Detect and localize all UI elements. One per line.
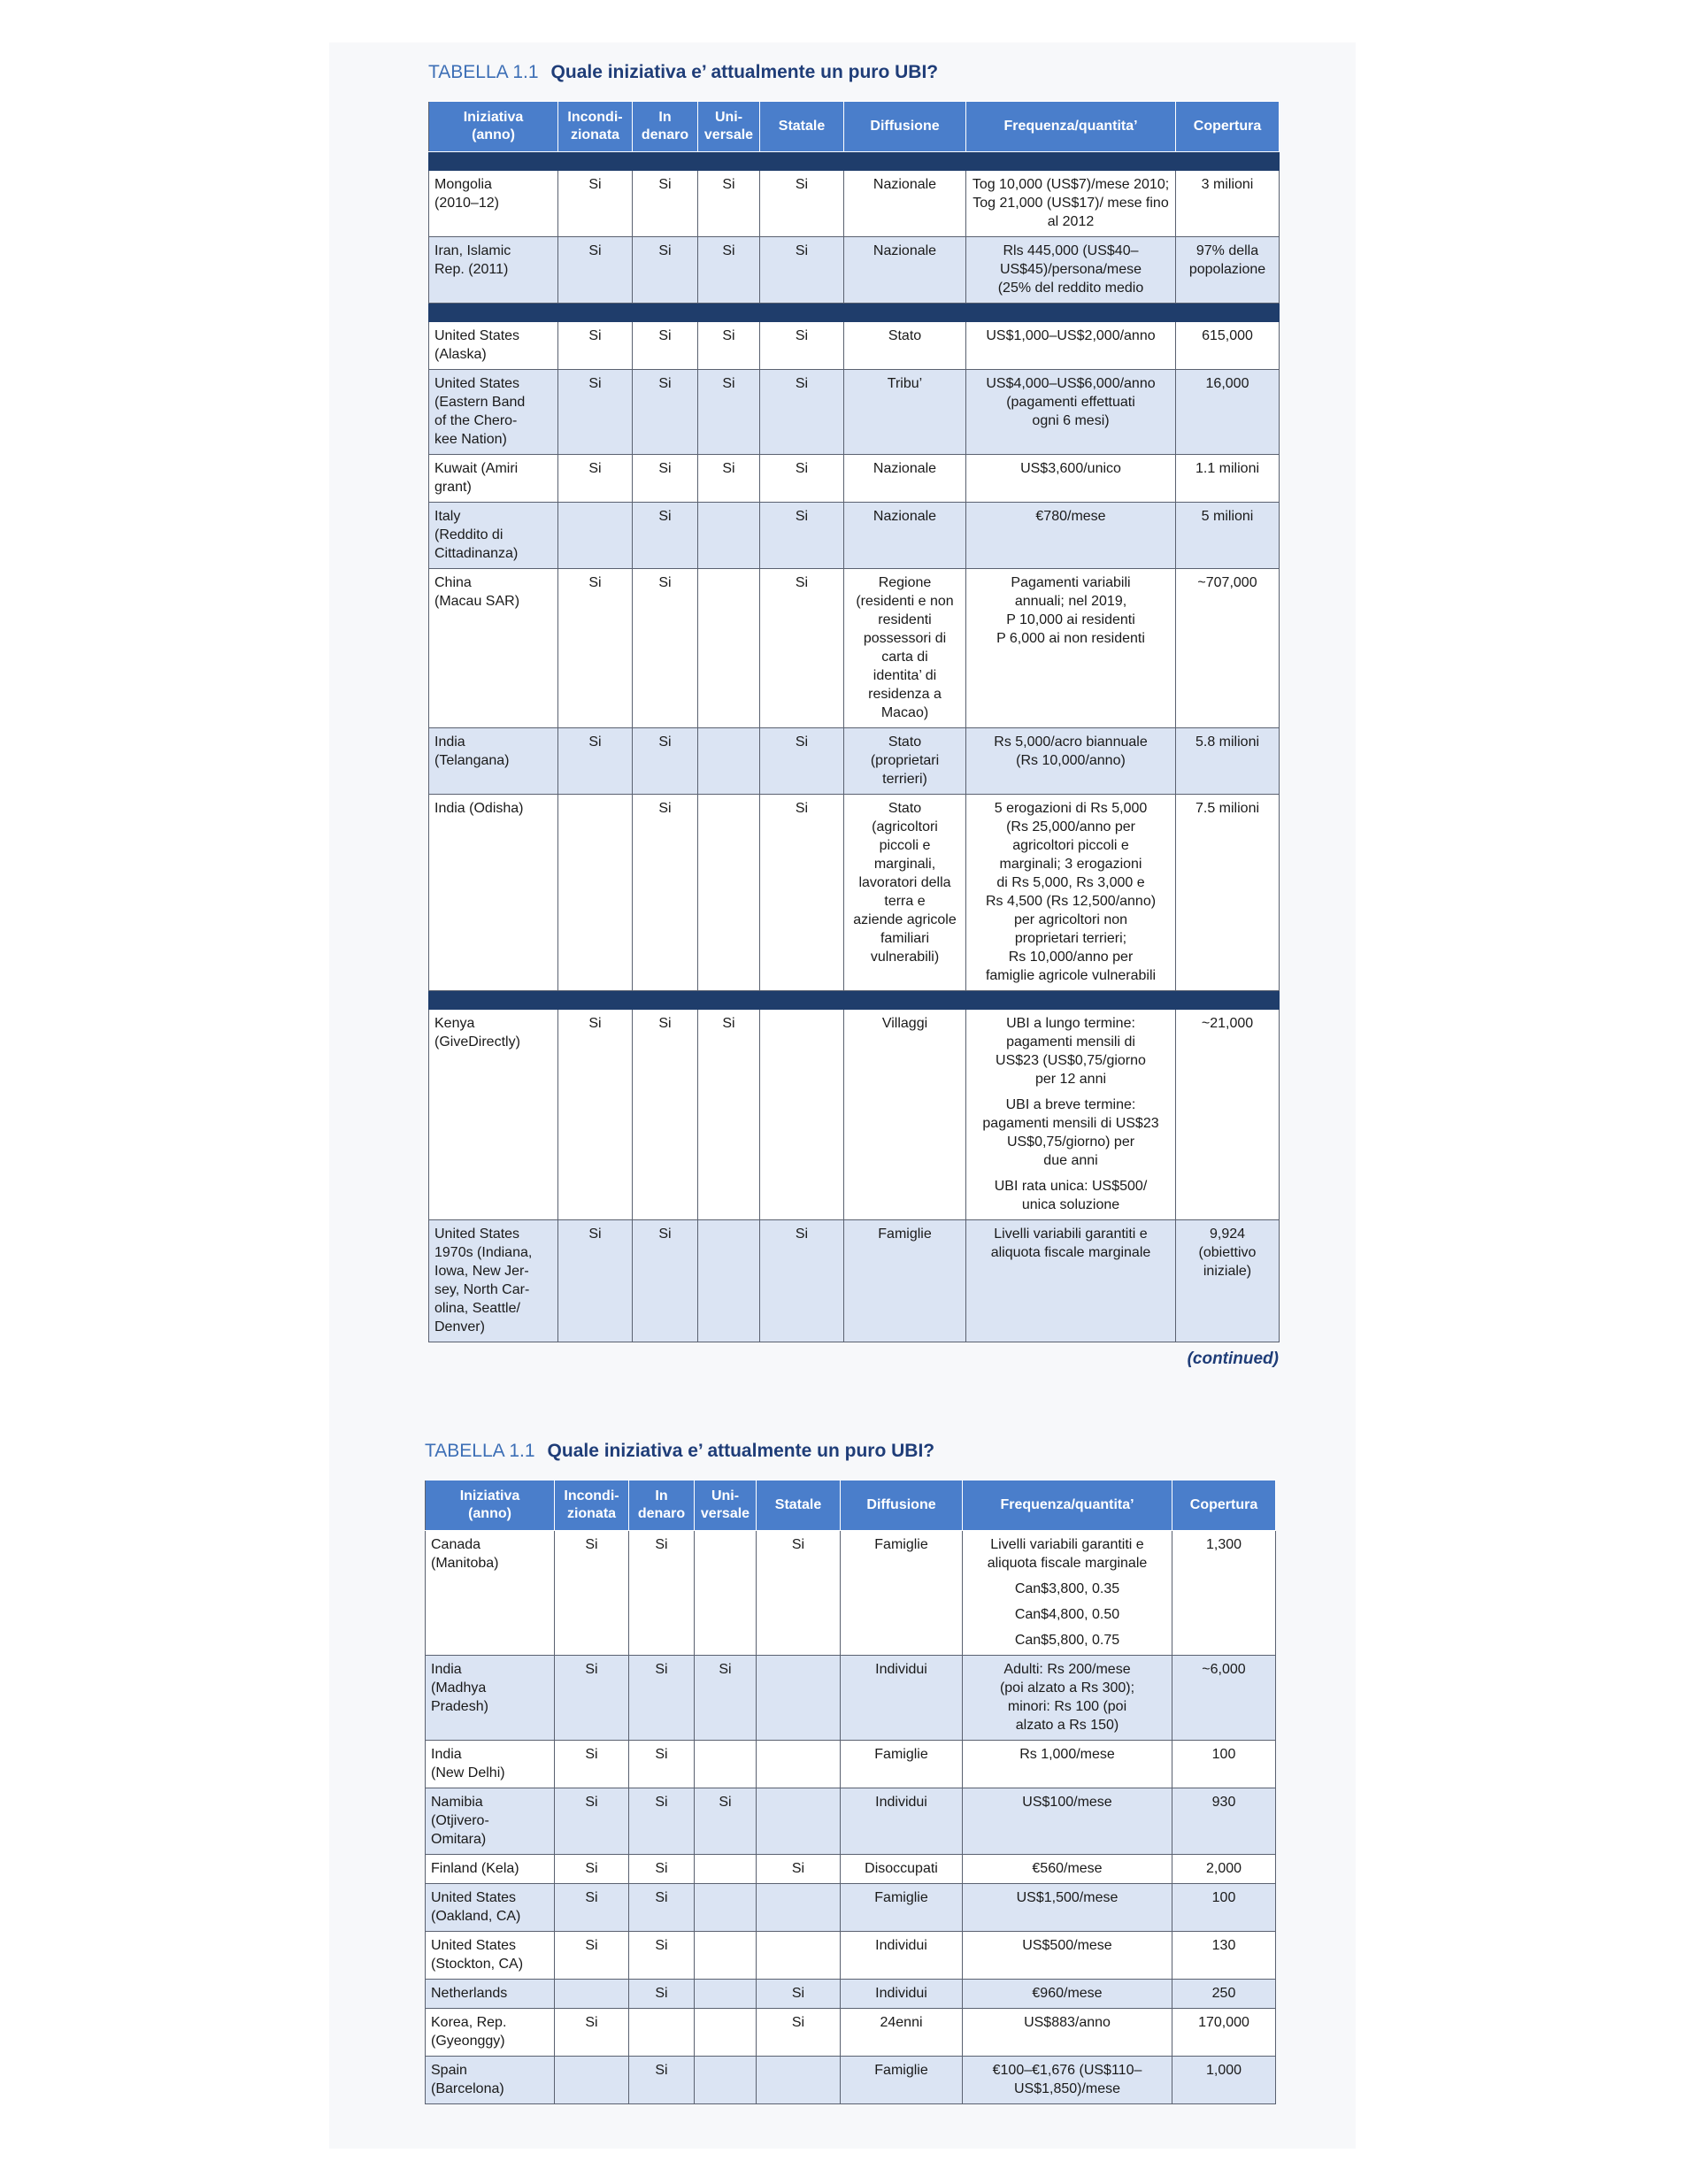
cell-diffusione: Individui: [841, 1932, 963, 1980]
frequency-text: US$1,500/mese: [1016, 1890, 1119, 1905]
cell-statale: Si: [757, 1531, 841, 1656]
table-1: [428, 62, 1279, 1369]
cell-incondizionata: Si: [555, 2009, 629, 2057]
table-row: [426, 1884, 1276, 1932]
cell-iniziativa: Spain (Barcelona): [426, 2057, 555, 2104]
cell-universale: [695, 1932, 757, 1980]
cell-diffusione: Nazionale: [844, 237, 966, 304]
table-caption: [425, 1441, 1275, 1471]
cell-copertura: 2,000: [1172, 1855, 1276, 1884]
col-header-copertura: Copertura: [1176, 102, 1280, 152]
cell-in-denaro: Si: [629, 1788, 695, 1855]
cell-incondizionata: Si: [555, 1932, 629, 1980]
cell-incondizionata: Si: [558, 728, 633, 795]
cell-universale: [695, 1531, 757, 1656]
cell-iniziativa: Netherlands: [426, 1980, 555, 2009]
cell-frequenza-quantita: [966, 171, 1176, 237]
cell-copertura: ~21,000: [1176, 1010, 1280, 1220]
table-row: [426, 1531, 1276, 1656]
section-divider: [429, 991, 1280, 1010]
frequency-text: US$500/mese: [1022, 1938, 1112, 1953]
section-divider-bar: [429, 991, 1280, 1010]
table-row: [429, 171, 1280, 237]
frequency-text: Livelli variabili garantiti e aliquota fiscale marginale: [987, 1537, 1148, 1571]
cell-universale: Si: [698, 455, 760, 503]
frequency-text: Tog 10,000 (US$7)/mese 2010; Tog 21,000 (US$17)/ mese fino al 2012: [972, 177, 1170, 229]
cell-iniziativa: India (Telangana): [429, 728, 558, 795]
cell-in-denaro: Si: [633, 237, 698, 304]
cell-statale: [760, 1010, 844, 1220]
cell-copertura: 5.8 milioni: [1176, 728, 1280, 795]
table-row: [426, 2057, 1276, 2104]
cell-statale: Si: [757, 1855, 841, 1884]
cell-universale: [695, 2009, 757, 2057]
frequency-text: Livelli variabili garantiti e aliquota fiscale marginale: [990, 1227, 1151, 1260]
cell-diffusione: Regione (residenti e non residenti possessori di carta di identita’ di residenza a Macao): [844, 569, 966, 728]
cell-universale: Si: [698, 322, 760, 370]
cell-in-denaro: Si: [629, 1855, 695, 1884]
cell-in-denaro: Si: [633, 455, 698, 503]
cell-frequenza-quantita: [963, 1855, 1172, 1884]
continued-note: (continued): [1187, 1350, 1279, 1368]
table-caption: [428, 62, 1279, 92]
cell-in-denaro: Si: [633, 370, 698, 455]
cell-statale: [757, 1932, 841, 1980]
cell-frequenza-quantita: [966, 237, 1176, 304]
cell-in-denaro: Si: [629, 1884, 695, 1932]
cell-statale: Si: [757, 1980, 841, 2009]
table-row: [429, 795, 1280, 991]
cell-iniziativa: Kuwait (Amiri grant): [429, 455, 558, 503]
frequency-text: Rs 1,000/mese: [1019, 1747, 1115, 1762]
cell-in-denaro: Si: [633, 1010, 698, 1220]
table-number: TABELLA 1.1: [425, 1441, 535, 1461]
cell-copertura: ~6,000: [1172, 1656, 1276, 1741]
frequency-text: Pagamenti variabili annuali; nel 2019, P 10,000 ai residenti P 6,000 ai non residenti: [996, 575, 1145, 646]
cell-iniziativa: United States (Alaska): [429, 322, 558, 370]
cell-iniziativa: India (Odisha): [429, 795, 558, 991]
cell-frequenza-quantita: [963, 1741, 1172, 1788]
cell-statale: Si: [760, 370, 844, 455]
table-row: [429, 569, 1280, 728]
cell-frequenza-quantita: [966, 1220, 1176, 1342]
cell-universale: Si: [695, 1656, 757, 1741]
frequency-text: UBI a breve termine: pagamenti mensili di US$23 US$0,75/giorno) per due anni: [982, 1097, 1159, 1168]
frequency-text: Adulti: Rs 200/mese (poi alzato a Rs 300); minori: Rs 100 (poi alzato a Rs 150): [999, 1662, 1135, 1733]
cell-diffusione: Famiglie: [841, 1741, 963, 1788]
cell-copertura: ~707,000: [1176, 569, 1280, 728]
cell-iniziativa: Namibia (Otjivero- Omitara): [426, 1788, 555, 1855]
cell-diffusione: Villaggi: [844, 1010, 966, 1220]
cell-frequenza-quantita: [963, 1788, 1172, 1855]
table-2: [425, 1441, 1275, 2104]
cell-copertura: 615,000: [1176, 322, 1280, 370]
cell-incondizionata: Si: [558, 455, 633, 503]
cell-copertura: 930: [1172, 1788, 1276, 1855]
cell-copertura: 5 milioni: [1176, 503, 1280, 569]
cell-copertura: 1,000: [1172, 2057, 1276, 2104]
cell-in-denaro: Si: [629, 2057, 695, 2104]
cell-universale: Si: [698, 1010, 760, 1220]
frequency-text: €560/mese: [1032, 1861, 1103, 1876]
cell-iniziativa: Mongolia (2010–12): [429, 171, 558, 237]
cell-incondizionata: Si: [558, 370, 633, 455]
cell-incondizionata: [558, 795, 633, 991]
table-row: [426, 2009, 1276, 2057]
cell-iniziativa: United States 1970s (Indiana, Iowa, New Jer- sey, North Car- olina, Seattle/ Denver): [429, 1220, 558, 1342]
cell-iniziativa: Kenya (GiveDirectly): [429, 1010, 558, 1220]
cell-universale: [698, 503, 760, 569]
cell-frequenza-quantita: [963, 2057, 1172, 2104]
table-body: [426, 1531, 1276, 2104]
cell-diffusione: Famiglie: [841, 1884, 963, 1932]
frequency-text: Rs 5,000/acro biannuale (Rs 10,000/anno): [994, 734, 1148, 768]
cell-statale: Si: [760, 455, 844, 503]
cell-statale: Si: [760, 795, 844, 991]
col-header-in-denaro: In denaro: [633, 102, 698, 152]
cell-universale: Si: [698, 171, 760, 237]
cell-incondizionata: Si: [555, 1788, 629, 1855]
frequency-text: UBI a lungo termine: pagamenti mensili di US$23 (US$0,75/giorno per 12 anni: [996, 1016, 1146, 1087]
frequency-text: UBI rata unica: US$500/ unica soluzione: [994, 1179, 1148, 1212]
cell-copertura: 3 milioni: [1176, 171, 1280, 237]
cell-incondizionata: Si: [558, 569, 633, 728]
cell-universale: [695, 1855, 757, 1884]
cell-incondizionata: Si: [555, 1855, 629, 1884]
cell-in-denaro: Si: [633, 569, 698, 728]
cell-iniziativa: Italy (Reddito di Cittadinanza): [429, 503, 558, 569]
cell-statale: Si: [760, 322, 844, 370]
cell-diffusione: Nazionale: [844, 503, 966, 569]
cell-universale: [698, 1220, 760, 1342]
cell-diffusione: Tribu’: [844, 370, 966, 455]
cell-statale: Si: [760, 237, 844, 304]
cell-universale: [698, 795, 760, 991]
cell-universale: [695, 2057, 757, 2104]
frequency-text: Can$4,800, 0.50: [1014, 1607, 1120, 1622]
cell-incondizionata: Si: [555, 1741, 629, 1788]
header-row: [429, 102, 1280, 152]
cell-incondizionata: Si: [558, 322, 633, 370]
cell-diffusione: Stato (proprietari terrieri): [844, 728, 966, 795]
table-row: [429, 322, 1280, 370]
cell-universale: Si: [698, 370, 760, 455]
cell-diffusione: Individui: [841, 1788, 963, 1855]
table-row: [426, 1855, 1276, 1884]
cell-diffusione: Famiglie: [844, 1220, 966, 1342]
cell-frequenza-quantita: [963, 1656, 1172, 1741]
table-row: [429, 1220, 1280, 1342]
cell-in-denaro: Si: [633, 728, 698, 795]
table-row: [426, 1741, 1276, 1788]
cell-frequenza-quantita: [963, 1932, 1172, 1980]
frequency-text: US$883/anno: [1024, 2015, 1111, 2030]
section-divider: [429, 304, 1280, 322]
cell-frequenza-quantita: [963, 2009, 1172, 2057]
cell-incondizionata: [555, 2057, 629, 2104]
cell-in-denaro: Si: [633, 795, 698, 991]
cell-statale: [757, 1656, 841, 1741]
cell-diffusione: Stato (agricoltori piccoli e marginali, lavoratori della terra e aziende agricole familiari vulnerabili): [844, 795, 966, 991]
cell-diffusione: Individui: [841, 1656, 963, 1741]
cell-frequenza-quantita: [966, 322, 1176, 370]
col-header-statale: Statale: [757, 1480, 841, 1531]
cell-in-denaro: Si: [629, 1656, 695, 1741]
cell-universale: Si: [695, 1788, 757, 1855]
cell-copertura: 9,924 (obiettivo iniziale): [1176, 1220, 1280, 1342]
table-row: [429, 237, 1280, 304]
cell-in-denaro: Si: [633, 322, 698, 370]
col-header-frequenza-quantita: Frequenza/quantita’: [966, 102, 1176, 152]
cell-copertura: 1,300: [1172, 1531, 1276, 1656]
cell-incondizionata: Si: [558, 237, 633, 304]
cell-diffusione: Famiglie: [841, 2057, 963, 2104]
cell-incondizionata: Si: [555, 1884, 629, 1932]
cell-frequenza-quantita: [966, 728, 1176, 795]
col-header-incondizionata: Incondi- zionata: [555, 1480, 629, 1531]
ubi-table: [428, 101, 1280, 1342]
cell-frequenza-quantita: [966, 569, 1176, 728]
cell-diffusione: Nazionale: [844, 171, 966, 237]
cell-in-denaro: Si: [633, 1220, 698, 1342]
cell-frequenza-quantita: [966, 1010, 1176, 1220]
cell-frequenza-quantita: [963, 1980, 1172, 2009]
cell-incondizionata: Si: [555, 1531, 629, 1656]
cell-universale: [698, 728, 760, 795]
cell-statale: Si: [760, 171, 844, 237]
cell-diffusione: Stato: [844, 322, 966, 370]
cell-in-denaro: Si: [629, 1531, 695, 1656]
table-row: [426, 1932, 1276, 1980]
ubi-table: [425, 1480, 1276, 2104]
cell-copertura: 250: [1172, 1980, 1276, 2009]
col-header-in-denaro: In denaro: [629, 1480, 695, 1531]
table-row: [429, 728, 1280, 795]
cell-universale: [695, 1741, 757, 1788]
cell-in-denaro: Si: [629, 1980, 695, 2009]
frequency-text: €100–€1,676 (US$110– US$1,850)/mese: [992, 2063, 1142, 2096]
cell-iniziativa: United States (Eastern Band of the Chero- kee Nation): [429, 370, 558, 455]
frequency-text: US$4,000–US$6,000/anno (pagamenti effettuati ogni 6 mesi): [986, 376, 1156, 428]
cell-frequenza-quantita: [963, 1531, 1172, 1656]
cell-incondizionata: Si: [558, 1010, 633, 1220]
cell-statale: [757, 1788, 841, 1855]
cell-copertura: 97% della popolazione: [1176, 237, 1280, 304]
cell-statale: Si: [760, 503, 844, 569]
cell-statale: [757, 1741, 841, 1788]
cell-copertura: 170,000: [1172, 2009, 1276, 2057]
cell-in-denaro: [629, 2009, 695, 2057]
cell-statale: Si: [760, 569, 844, 728]
cell-statale: Si: [760, 728, 844, 795]
cell-statale: [757, 1884, 841, 1932]
frequency-text: €780/mese: [1035, 509, 1106, 524]
table-title: Quale iniziativa e’ attualmente un puro UBI?: [550, 62, 939, 82]
cell-copertura: 100: [1172, 1884, 1276, 1932]
cell-diffusione: Individui: [841, 1980, 963, 2009]
section-divider-bar: [429, 152, 1280, 171]
cell-diffusione: Nazionale: [844, 455, 966, 503]
col-header-incondizionata: Incondi- zionata: [558, 102, 633, 152]
col-header-universale: Uni- versale: [698, 102, 760, 152]
cell-diffusione: Famiglie: [841, 1531, 963, 1656]
cell-frequenza-quantita: [966, 795, 1176, 991]
cell-in-denaro: Si: [633, 503, 698, 569]
col-header-frequenza-quantita: Frequenza/quantita’: [963, 1480, 1172, 1531]
section-divider: [429, 152, 1280, 171]
header-row: [426, 1480, 1276, 1531]
col-header-iniziativa: Iniziativa (anno): [429, 102, 558, 152]
cell-frequenza-quantita: [963, 1884, 1172, 1932]
table-row: [426, 1656, 1276, 1741]
cell-incondizionata: [555, 1980, 629, 2009]
table-body: [429, 152, 1280, 1342]
cell-statale: [757, 2057, 841, 2104]
table-row: [429, 503, 1280, 569]
frequency-text: Can$3,800, 0.35: [1014, 1581, 1120, 1596]
cell-diffusione: 24enni: [841, 2009, 963, 2057]
section-divider-bar: [429, 304, 1280, 322]
cell-incondizionata: Si: [558, 1220, 633, 1342]
table-row: [429, 455, 1280, 503]
cell-copertura: 100: [1172, 1741, 1276, 1788]
frequency-text: US$100/mese: [1022, 1795, 1112, 1810]
col-header-statale: Statale: [760, 102, 844, 152]
col-header-iniziativa: Iniziativa (anno): [426, 1480, 555, 1531]
table-row: [429, 1010, 1280, 1220]
cell-iniziativa: Korea, Rep. (Gyeonggy): [426, 2009, 555, 2057]
cell-iniziativa: United States (Oakland, CA): [426, 1884, 555, 1932]
cell-copertura: 16,000: [1176, 370, 1280, 455]
cell-iniziativa: China (Macau SAR): [429, 569, 558, 728]
cell-iniziativa: India (Madhya Pradesh): [426, 1656, 555, 1741]
frequency-text: Can$5,800, 0.75: [1014, 1633, 1120, 1648]
table-number: TABELLA 1.1: [428, 62, 539, 82]
cell-frequenza-quantita: [966, 455, 1176, 503]
cell-iniziativa: Iran, Islamic Rep. (2011): [429, 237, 558, 304]
frequency-text: 5 erogazioni di Rs 5,000 (Rs 25,000/anno per agricoltori piccoli e marginali; 3 erogazioni di Rs 5,000, Rs 3,000 e Rs 4,500 (Rs 12,500/anno) per agricoltori non proprietari terrieri; Rs 10,000/anno per famiglie agricole vulnerabili: [985, 801, 1157, 983]
table-row: [426, 1980, 1276, 2009]
cell-incondizionata: Si: [555, 1656, 629, 1741]
cell-universale: Si: [698, 237, 760, 304]
col-header-universale: Uni- versale: [695, 1480, 757, 1531]
cell-incondizionata: [558, 503, 633, 569]
cell-statale: Si: [760, 1220, 844, 1342]
table-row: [426, 1788, 1276, 1855]
cell-copertura: 7.5 milioni: [1176, 795, 1280, 991]
frequency-text: Rls 445,000 (US$40– US$45)/persona/mese (25% del reddito medio: [997, 243, 1144, 296]
col-header-diffusione: Diffusione: [844, 102, 966, 152]
cell-in-denaro: Si: [629, 1932, 695, 1980]
cell-universale: [695, 1980, 757, 2009]
cell-copertura: 130: [1172, 1932, 1276, 1980]
cell-iniziativa: India (New Delhi): [426, 1741, 555, 1788]
table-row: [429, 370, 1280, 455]
col-header-copertura: Copertura: [1172, 1480, 1276, 1531]
cell-frequenza-quantita: [966, 370, 1176, 455]
frequency-text: US$1,000–US$2,000/anno: [986, 328, 1156, 343]
frequency-text: US$3,600/unico: [1020, 461, 1121, 476]
cell-iniziativa: United States (Stockton, CA): [426, 1932, 555, 1980]
cell-iniziativa: Canada (Manitoba): [426, 1531, 555, 1656]
cell-iniziativa: Finland (Kela): [426, 1855, 555, 1884]
cell-frequenza-quantita: [966, 503, 1176, 569]
cell-in-denaro: Si: [633, 171, 698, 237]
cell-universale: [698, 569, 760, 728]
cell-universale: [695, 1884, 757, 1932]
table-title: Quale iniziativa e’ attualmente un puro UBI?: [547, 1441, 935, 1461]
frequency-text: €960/mese: [1032, 1986, 1103, 2001]
cell-copertura: 1.1 milioni: [1176, 455, 1280, 503]
cell-statale: Si: [757, 2009, 841, 2057]
cell-in-denaro: Si: [629, 1741, 695, 1788]
cell-diffusione: Disoccupati: [841, 1855, 963, 1884]
cell-incondizionata: Si: [558, 171, 633, 237]
col-header-diffusione: Diffusione: [841, 1480, 963, 1531]
